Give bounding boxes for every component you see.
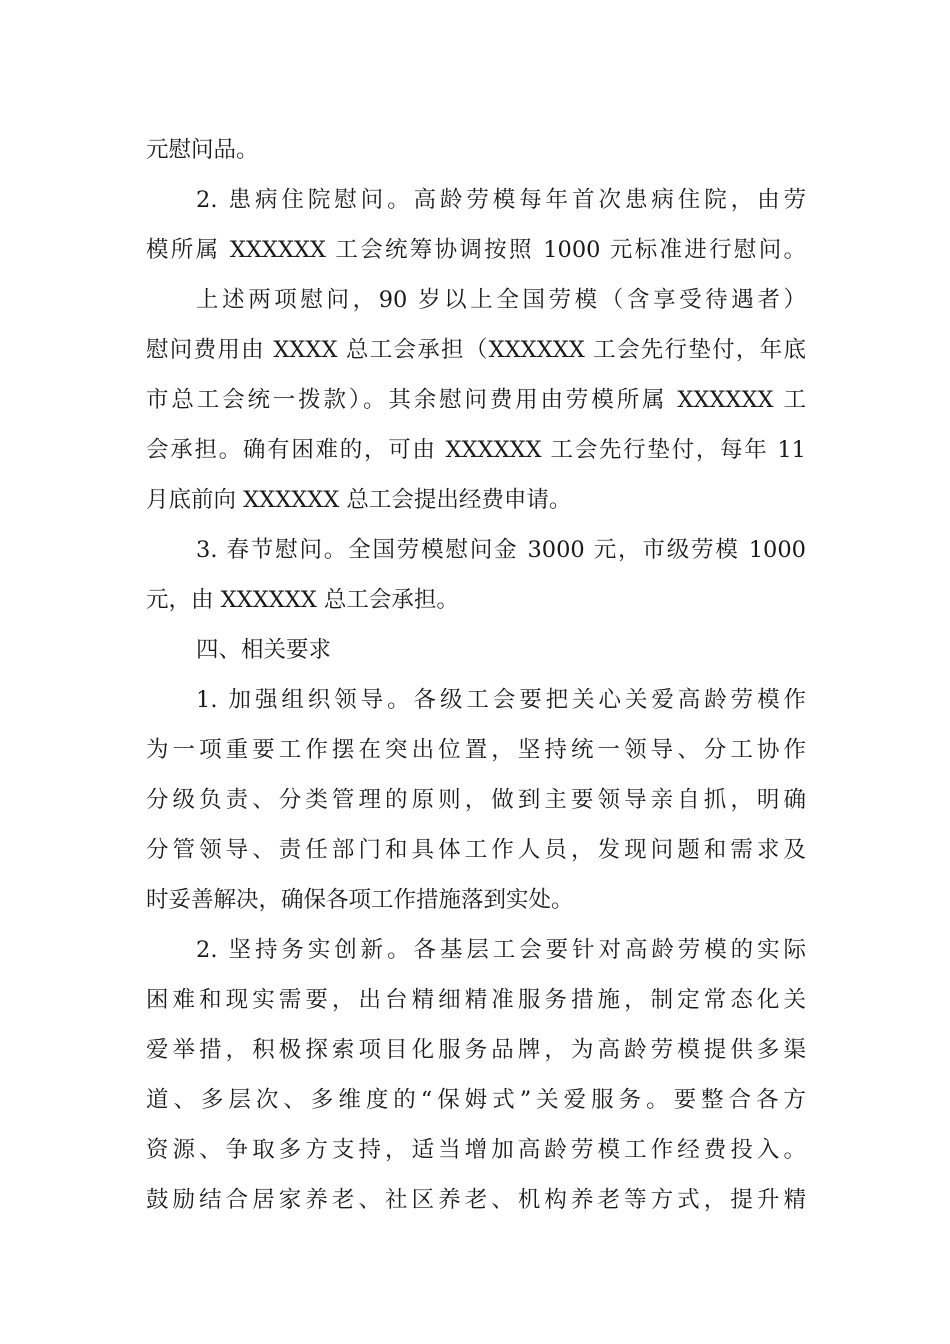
text-line: 分管领导、责任部门和具体工作人员，发现问题和需求及 bbox=[146, 837, 806, 863]
text-line: 鼓励结合居家养老、社区养老、机构养老等方式，提升精 bbox=[146, 1187, 806, 1213]
text-line: 资源、争取多方支持，适当增加高龄劳模工作经费投入。 bbox=[146, 1137, 806, 1163]
text-line: 模所属 XXXXXX 工会统筹协调按照 1000 元标准进行慰问。 bbox=[146, 237, 806, 263]
text-line: 月底前向 XXXXXX 总工会提出经费申请。 bbox=[146, 487, 572, 513]
text-line: 3. 春节慰问。全国劳模慰问金 3000 元，市级劳模 1000 bbox=[196, 537, 806, 563]
text-line: 2. 患病住院慰问。高龄劳模每年首次患病住院，由劳 bbox=[196, 187, 806, 213]
text-line: 道、多层次、多维度的“保姆式”关爱服务。要整合各方 bbox=[146, 1087, 806, 1113]
text-line: 2. 坚持务实创新。各基层工会要针对高龄劳模的实际 bbox=[196, 937, 806, 963]
text-line: 爱举措，积极探索项目化服务品牌，为高龄劳模提供多渠 bbox=[146, 1037, 806, 1063]
text-line: 分级负责、分类管理的原则，做到主要领导亲自抓，明确 bbox=[146, 787, 806, 813]
text-line: 元慰问品。 bbox=[146, 137, 259, 163]
text-line: 慰问费用由 XXXX 总工会承担（XXXXXX 工会先行垫付，年底 bbox=[146, 337, 806, 363]
text-line: 1. 加强组织领导。各级工会要把关心关爱高龄劳模作 bbox=[196, 687, 806, 713]
text-line: 上述两项慰问，90 岁以上全国劳模（含享受待遇者） bbox=[196, 287, 806, 313]
section-heading: 四、相关要求 bbox=[196, 637, 332, 663]
text-line: 会承担。确有困难的，可由 XXXXXX 工会先行垫付，每年 11 bbox=[146, 437, 806, 463]
text-line: 市总工会统一拨款）。其余慰问费用由劳模所属 XXXXXX 工 bbox=[146, 387, 806, 413]
text-line: 为一项重要工作摆在突出位置，坚持统一领导、分工协作 bbox=[146, 737, 806, 763]
text-line: 困难和现实需要，出台精细精准服务措施，制定常态化关 bbox=[146, 987, 806, 1013]
text-line: 时妥善解决，确保各项工作措施落到实处。 bbox=[146, 887, 574, 913]
text-line: 元，由 XXXXXX 总工会承担。 bbox=[146, 587, 459, 613]
